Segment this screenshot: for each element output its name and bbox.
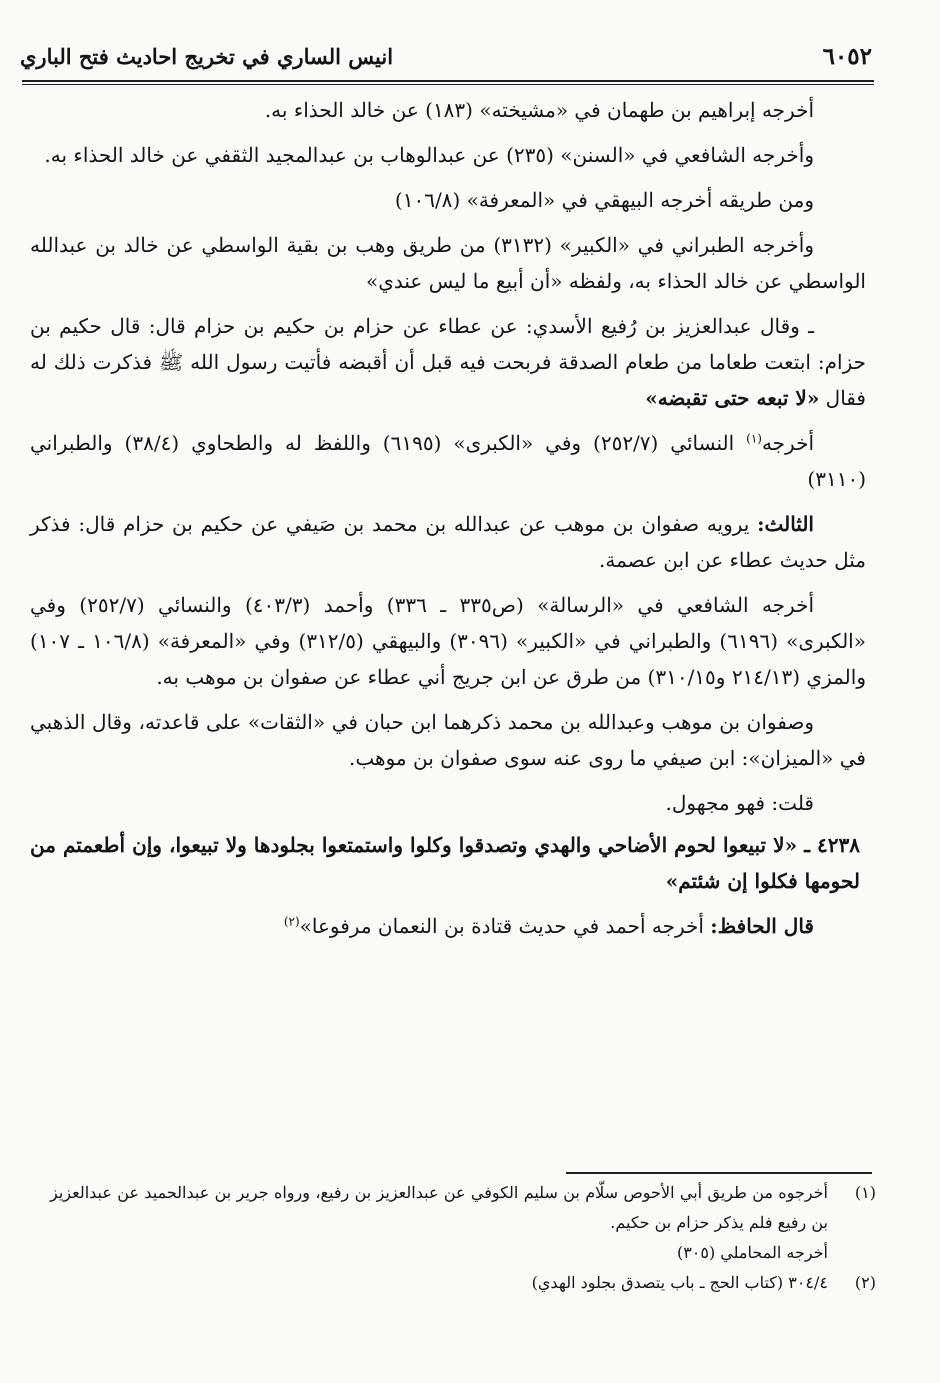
footnote-number: (١): [854, 1183, 876, 1202]
hafiz-label: قال الحافظ:: [710, 914, 814, 938]
takhrij-text: النسائي (٢٥٢/٧) وفي «الكبرى» (٦١٩٥) واللفظ له والطحاوي (٣٨/٤) والطبراني (٣١١٠): [30, 431, 866, 491]
header-rule: [22, 80, 874, 85]
book-title: انيس الساري في تخريج احاديث فتح الباري: [20, 43, 394, 69]
narration-text: ـ وقال عبدالعزيز بن رُفيع الأسدي: عن عطاء عن حزام بن حكيم بن حزام قال: قال حكيم بن حزام: ابتعت طعاما من طعام الصدقة فربحت فيه قبل أن أقبضه فأتيت رسول الله ﷺ فذكرت ذلك له فقال: [30, 314, 866, 410]
paragraph-nasai-takhrij: [30, 425, 866, 497]
paragraph-third-route: [30, 506, 866, 578]
footnote-rule: [566, 1172, 872, 1174]
prophetic-quote: «لا تبعه حتى تقبضه»: [645, 386, 820, 410]
footnote-text: أخرجوه من طريق أبي الأحوص سلّام بن سليم الكوفي عن عبدالعزيز بن رفيع، ورواه جرير بن عبدالحميد عن عبدالعزيز بن رفيع فلم يذكر حزام بن حكيم.: [50, 1183, 829, 1232]
paragraph-tabarani-kabir: وأخرجه الطبراني في «الكبير» (٣١٣٢) من طريق وهب بن بقية الواسطي عن خالد بن عبدالله الواسطي عن خالد الحذاء به، ولفظه «أن أبيع ما ليس عندي»: [30, 233, 866, 293]
footnote-2: [50, 1268, 876, 1298]
paragraph-ibn-tahman: أخرجه إبراهيم بن طهمان في «مشيخته» (١٨٣) عن خالد الحذاء به.: [264, 98, 814, 122]
footnote-ref-2: (٢): [283, 914, 300, 929]
hafiz-text: أخرجه أحمد في حديث قتادة بن النعمان مرفوعا»: [299, 914, 711, 938]
section-label-third: الثالث:: [757, 512, 814, 536]
footnote-1-extra: أخرجه المحاملي (٣٠٥): [676, 1243, 828, 1262]
paragraph-shafii-sunan: وأخرجه الشافعي في «السنن» (٢٣٥) عن عبدالوهاب بن عبدالمجيد الثقفي عن خالد الحذاء به.: [44, 143, 814, 167]
footnote-1: [50, 1178, 876, 1238]
paragraph-abdulaziz-narration: [30, 308, 866, 416]
page-number: ٦٠٥٢: [822, 42, 872, 70]
paragraph-hafiz: [30, 908, 866, 944]
hadith-4238: ٤٢٣٨ ـ «لا تبيعوا لحوم الأضاحي والهدي وتصدقوا وكلوا واستمتعوا بجلودها ولا تبيعوا، وإن أطعمتم من لحومها فكلوا إن شئتم»: [30, 833, 860, 893]
paragraph-shafii-risala: أخرجه الشافعي في «الرسالة» (ص٣٣٥ ـ ٣٣٦) وأحمد (٤٠٣/٣) والنسائي (٢٥٢/٧) وفي «الكبرى» (٦١٩٦) والطبراني في «الكبير» (٣٠٩٦) والبيهقي (٣١٢/٥) وفي «المعرفة» (١٠٦/٨ ـ ١٠٧) والمزي (٢١٤/١٣ و٣١٠/١٥) من طرق عن ابن جريج أني عطاء عن صفوان بن موهب به.: [30, 593, 866, 689]
footnote-ref-1: (١): [746, 431, 762, 446]
page-header: [20, 36, 872, 76]
footnote-text: ٣٠٤/٤ (كتاب الحج ـ باب يتصدق بجلود الهدي): [531, 1273, 828, 1292]
main-text: [30, 92, 866, 953]
paragraph-bayhaqi-marifa: ومن طريقه أخرجه البيهقي في «المعرفة» (١٠٦/٨): [394, 188, 814, 212]
paragraph-safwan-thiqat: وصفوان بن موهب وعبدالله بن محمد ذكرهما ابن حبان في «الثقات» على قاعدته، وقال الذهبي في «الميزان»: ابن صيفي ما روى عنه سوى صفوان بن موهب.: [30, 710, 866, 770]
takhrij-lead: أخرجه: [761, 431, 814, 455]
paragraph-majhul: قلت: فهو مجهول.: [665, 791, 814, 815]
third-route-text: يرويه صفوان بن موهب عن عبدالله بن محمد بن صَيفي عن حكيم بن حزام قال: فذكر مثل حديث عطاء عن ابن عصمة.: [30, 512, 866, 572]
footnotes: [50, 1178, 876, 1298]
footnote-number: (٢): [854, 1273, 876, 1292]
